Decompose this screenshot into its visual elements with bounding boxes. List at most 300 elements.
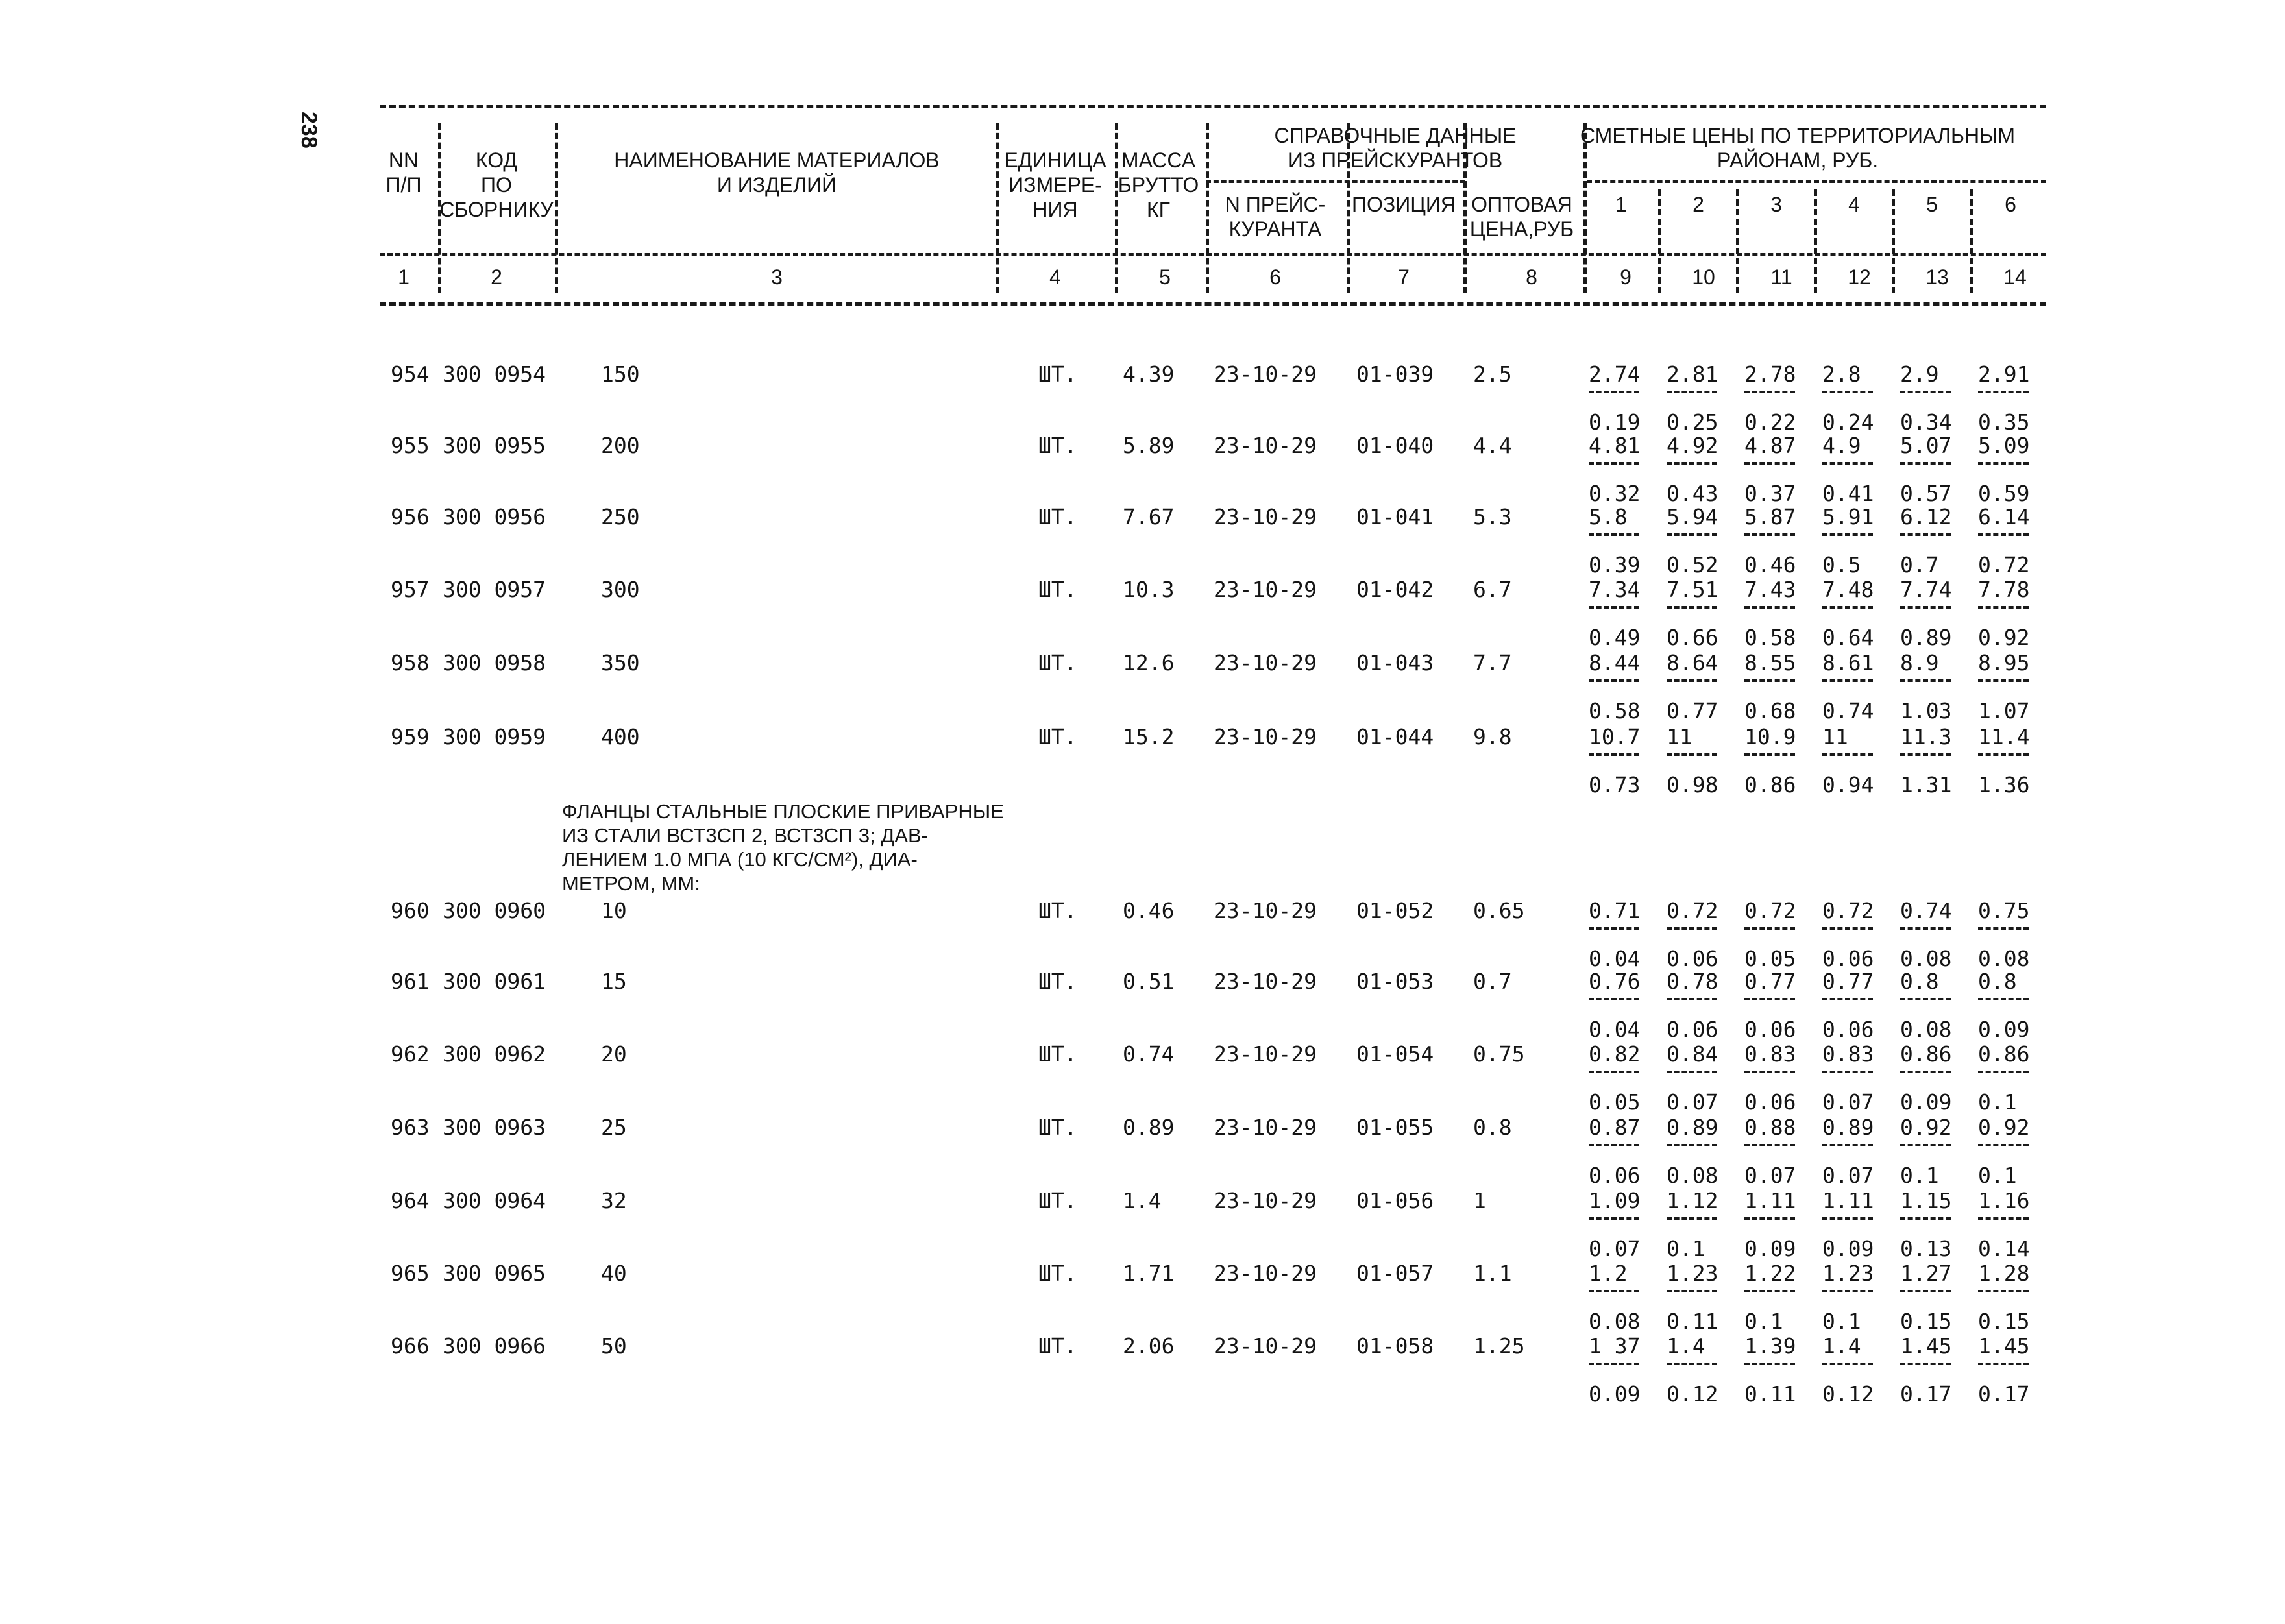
header-col-separator <box>1206 123 1209 293</box>
row-position: 01-039 <box>1356 361 1434 387</box>
row-price-divider <box>1744 1144 1795 1146</box>
row-price-divider <box>1667 391 1717 393</box>
page-number: 238 <box>297 112 321 149</box>
row-price-region-3: 5.87 <box>1744 504 1796 529</box>
row-mass: 5.89 <box>1123 433 1175 458</box>
row-price-region-5: 0.92 <box>1900 1115 1952 1140</box>
row-price-divider <box>1744 533 1795 536</box>
row-extra-region-1: 0.04 <box>1589 1017 1641 1042</box>
row-price-divider <box>1822 753 1873 756</box>
row-price-divider <box>1822 1144 1873 1146</box>
row-price-divider <box>1744 1290 1795 1292</box>
row-extra-region-3: 0.86 <box>1744 772 1796 797</box>
row-price-divider <box>1667 1071 1717 1073</box>
row-price-region-3: 1.22 <box>1744 1261 1796 1286</box>
row-mass: 0.89 <box>1123 1115 1175 1140</box>
row-mass: 15.2 <box>1123 724 1175 749</box>
header-col-number: 13 <box>1925 265 1949 289</box>
header-numbers-rule <box>380 253 2046 256</box>
row-extra-region-3: 0.58 <box>1744 625 1796 650</box>
row-extra-region-4: 0.5 <box>1822 552 1861 577</box>
row-extra-region-4: 0.74 <box>1822 698 1874 723</box>
row-unit: ШТ. <box>1038 650 1077 675</box>
row-position: 01-058 <box>1356 1333 1434 1359</box>
row-extra-region-4: 0.1 <box>1822 1309 1861 1334</box>
row-price-divider <box>1900 927 1951 930</box>
row-nn: 955 <box>391 433 430 458</box>
row-wholesale: 5.3 <box>1473 504 1512 529</box>
row-code: 300 0961 <box>443 969 546 994</box>
row-price-region-3: 0.88 <box>1744 1115 1796 1140</box>
row-unit: ШТ. <box>1038 1115 1077 1140</box>
row-price-divider <box>1900 753 1951 756</box>
row-extra-region-4: 0.24 <box>1822 409 1874 435</box>
row-price-region-6: 1.28 <box>1978 1261 2030 1286</box>
row-name: 50 <box>601 1333 627 1359</box>
row-extra-region-2: 0.06 <box>1667 1017 1718 1042</box>
row-price-divider <box>1667 533 1717 536</box>
row-price-region-5: 1.15 <box>1900 1188 1952 1213</box>
row-price-divider <box>1744 679 1795 682</box>
row-price-divider <box>1744 462 1795 465</box>
row-unit: ШТ. <box>1038 898 1077 923</box>
row-name: 400 <box>601 724 640 749</box>
row-extra-region-2: 0.08 <box>1667 1163 1718 1188</box>
row-price-divider <box>1822 927 1873 930</box>
row-extra-region-3: 0.06 <box>1744 1089 1796 1115</box>
row-price-divider <box>1667 998 1717 1000</box>
row-price-divider <box>1978 1217 2029 1220</box>
header-region-2: 2 <box>1692 193 1704 216</box>
header-col-number: 1 <box>398 265 409 289</box>
row-price-divider <box>1589 1217 1639 1220</box>
row-price-divider <box>1589 679 1639 682</box>
header-code: КОД ПО СБОРНИКУ <box>439 149 554 221</box>
row-price-region-3: 1.39 <box>1744 1333 1796 1359</box>
row-extra-region-2: 0.52 <box>1667 552 1718 577</box>
row-price-region-5: 6.12 <box>1900 504 1952 529</box>
row-extra-region-1: 0.08 <box>1589 1309 1641 1334</box>
row-code: 300 0964 <box>443 1188 546 1213</box>
row-price-divider <box>1744 998 1795 1000</box>
row-mass: 0.46 <box>1123 898 1175 923</box>
row-extra-region-3: 0.68 <box>1744 698 1796 723</box>
row-extra-region-4: 0.12 <box>1822 1381 1874 1407</box>
row-price-region-1: 1.2 <box>1589 1261 1628 1286</box>
row-extra-region-4: 0.41 <box>1822 481 1874 506</box>
row-extra-region-2: 0.77 <box>1667 698 1718 723</box>
row-extra-region-6: 0.1 <box>1978 1163 2017 1188</box>
row-extra-region-2: 0.11 <box>1667 1309 1718 1334</box>
row-price-divider <box>1822 606 1873 609</box>
row-price-divider <box>1667 1290 1717 1292</box>
row-price-region-5: 1.27 <box>1900 1261 1952 1286</box>
row-price-region-4: 0.72 <box>1822 898 1874 923</box>
row-price-region-3: 8.55 <box>1744 650 1796 675</box>
row-price-divider <box>1667 753 1717 756</box>
row-price-region-4: 0.89 <box>1822 1115 1874 1140</box>
row-price-divider <box>1822 998 1873 1000</box>
header-nn: NN П/П <box>385 149 422 197</box>
row-price-divider <box>1978 927 2029 930</box>
row-nn: 957 <box>391 577 430 602</box>
row-price-divider <box>1667 679 1717 682</box>
row-mass: 4.39 <box>1123 361 1175 387</box>
row-price-region-3: 1.11 <box>1744 1188 1796 1213</box>
row-price-region-1: 1.09 <box>1589 1188 1641 1213</box>
row-name: 20 <box>601 1041 627 1067</box>
row-pricelist: 23-10-29 <box>1214 724 1317 749</box>
row-price-divider <box>1589 1290 1639 1292</box>
row-price-divider <box>1900 606 1951 609</box>
row-wholesale: 1.1 <box>1473 1261 1512 1286</box>
row-price-region-5: 11.3 <box>1900 724 1952 749</box>
row-price-divider <box>1978 753 2029 756</box>
row-extra-region-4: 0.06 <box>1822 946 1874 971</box>
row-wholesale: 0.65 <box>1473 898 1525 923</box>
row-price-region-3: 7.43 <box>1744 577 1796 602</box>
row-nn: 959 <box>391 724 430 749</box>
row-name: 300 <box>601 577 640 602</box>
row-price-divider <box>1744 1071 1795 1073</box>
group-title: ФЛАНЦЫ СТАЛЬНЫЕ ПЛОСКИЕ ПРИВАРНЫЕ ИЗ СТАЛИ ВСТ3СП 2, ВСТ3СП 3; ДАВ- ЛЕНИЕМ 1.0 МПА (10 КГС/СМ²), ДИА- МЕТРОМ, ММ: <box>562 800 1004 895</box>
row-price-region-2: 7.51 <box>1667 577 1718 602</box>
row-extra-region-1: 0.49 <box>1589 625 1641 650</box>
row-price-region-6: 0.92 <box>1978 1115 2030 1140</box>
row-extra-region-4: 0.07 <box>1822 1089 1874 1115</box>
row-wholesale: 6.7 <box>1473 577 1512 602</box>
row-price-divider <box>1589 998 1639 1000</box>
header-ref-underline <box>1206 180 1465 183</box>
row-pricelist: 23-10-29 <box>1214 433 1317 458</box>
header-col-number: 2 <box>491 265 502 289</box>
row-price-divider <box>1900 1217 1951 1220</box>
row-unit: ШТ. <box>1038 433 1077 458</box>
row-price-divider <box>1667 462 1717 465</box>
row-price-region-5: 7.74 <box>1900 577 1952 602</box>
row-price-region-2: 5.94 <box>1667 504 1718 529</box>
row-price-divider <box>1822 1290 1873 1292</box>
header-col-number: 3 <box>771 265 783 289</box>
row-price-divider <box>1978 606 2029 609</box>
row-position: 01-041 <box>1356 504 1434 529</box>
row-price-region-2: 4.92 <box>1667 433 1718 458</box>
row-wholesale: 1.25 <box>1473 1333 1525 1359</box>
row-nn: 964 <box>391 1188 430 1213</box>
row-price-region-3: 10.9 <box>1744 724 1796 749</box>
row-nn: 954 <box>391 361 430 387</box>
row-price-region-2: 2.81 <box>1667 361 1718 387</box>
header-col-separator <box>555 123 558 293</box>
row-extra-region-6: 0.15 <box>1978 1309 2030 1334</box>
row-price-region-3: 2.78 <box>1744 361 1796 387</box>
row-unit: ШТ. <box>1038 1261 1077 1286</box>
row-extra-region-2: 0.06 <box>1667 946 1718 971</box>
row-code: 300 0954 <box>443 361 546 387</box>
row-price-divider <box>1822 1071 1873 1073</box>
row-position: 01-042 <box>1356 577 1434 602</box>
row-price-region-6: 6.14 <box>1978 504 2030 529</box>
row-pricelist: 23-10-29 <box>1214 1188 1317 1213</box>
header-col-number: 10 <box>1692 265 1715 289</box>
row-pricelist: 23-10-29 <box>1214 650 1317 675</box>
row-price-region-6: 5.09 <box>1978 433 2030 458</box>
row-price-region-3: 0.72 <box>1744 898 1796 923</box>
row-extra-region-5: 0.34 <box>1900 409 1952 435</box>
row-price-region-6: 7.78 <box>1978 577 2030 602</box>
row-price-divider <box>1667 606 1717 609</box>
row-wholesale: 0.75 <box>1473 1041 1525 1067</box>
row-extra-region-1: 0.07 <box>1589 1236 1641 1261</box>
row-extra-region-2: 0.66 <box>1667 625 1718 650</box>
header-ref-position: ПОЗИЦИЯ <box>1352 193 1456 216</box>
row-extra-region-3: 0.06 <box>1744 1017 1796 1042</box>
row-price-divider <box>1589 391 1639 393</box>
row-extra-region-6: 0.35 <box>1978 409 2030 435</box>
row-extra-region-6: 0.72 <box>1978 552 2030 577</box>
row-price-divider <box>1667 927 1717 930</box>
header-col-number: 4 <box>1049 265 1061 289</box>
header-region-1: 1 <box>1615 193 1627 216</box>
row-price-divider <box>1589 462 1639 465</box>
row-code: 300 0957 <box>443 577 546 602</box>
header-col-number: 14 <box>2003 265 2027 289</box>
row-extra-region-1: 0.32 <box>1589 481 1641 506</box>
row-price-divider <box>1744 1363 1795 1365</box>
row-position: 01-044 <box>1356 724 1434 749</box>
row-price-region-2: 0.84 <box>1667 1041 1718 1067</box>
row-price-region-5: 0.8 <box>1900 969 1939 994</box>
row-price-divider <box>1667 1363 1717 1365</box>
row-code: 300 0965 <box>443 1261 546 1286</box>
row-price-region-3: 0.77 <box>1744 969 1796 994</box>
row-price-region-1: 8.44 <box>1589 650 1641 675</box>
row-extra-region-4: 0.94 <box>1822 772 1874 797</box>
row-extra-region-2: 0.12 <box>1667 1381 1718 1407</box>
row-unit: ШТ. <box>1038 724 1077 749</box>
row-price-region-4: 7.48 <box>1822 577 1874 602</box>
row-price-region-5: 0.86 <box>1900 1041 1952 1067</box>
row-pricelist: 23-10-29 <box>1214 1115 1317 1140</box>
row-price-divider <box>1900 1363 1951 1365</box>
row-name: 10 <box>601 898 627 923</box>
row-wholesale: 0.7 <box>1473 969 1512 994</box>
row-price-divider <box>1744 391 1795 393</box>
row-price-region-2: 11 <box>1667 724 1692 749</box>
row-extra-region-2: 0.1 <box>1667 1236 1705 1261</box>
row-unit: ШТ. <box>1038 969 1077 994</box>
row-price-region-6: 0.8 <box>1978 969 2017 994</box>
row-pricelist: 23-10-29 <box>1214 504 1317 529</box>
row-position: 01-052 <box>1356 898 1434 923</box>
row-price-divider <box>1589 1144 1639 1146</box>
row-nn: 963 <box>391 1115 430 1140</box>
row-price-divider <box>1978 533 2029 536</box>
header-mass: МАССА БРУТТО КГ <box>1118 149 1199 221</box>
row-extra-region-4: 0.64 <box>1822 625 1874 650</box>
row-unit: ШТ. <box>1038 361 1077 387</box>
row-extra-region-5: 0.17 <box>1900 1381 1952 1407</box>
row-code: 300 0966 <box>443 1333 546 1359</box>
row-price-region-6: 2.91 <box>1978 361 2030 387</box>
row-extra-region-3: 0.07 <box>1744 1163 1796 1188</box>
row-extra-region-1: 0.06 <box>1589 1163 1641 1188</box>
row-price-divider <box>1900 1290 1951 1292</box>
row-mass: 12.6 <box>1123 650 1175 675</box>
row-position: 01-056 <box>1356 1188 1434 1213</box>
header-region-separator <box>1892 189 1895 293</box>
row-name: 15 <box>601 969 627 994</box>
row-price-divider <box>1822 391 1873 393</box>
row-extra-region-2: 0.98 <box>1667 772 1718 797</box>
row-nn: 961 <box>391 969 430 994</box>
row-price-divider <box>1822 533 1873 536</box>
row-extra-region-2: 0.43 <box>1667 481 1718 506</box>
row-position: 01-043 <box>1356 650 1434 675</box>
row-wholesale: 4.4 <box>1473 433 1512 458</box>
row-price-region-3: 0.83 <box>1744 1041 1796 1067</box>
row-price-divider <box>1900 391 1951 393</box>
row-extra-region-5: 0.09 <box>1900 1089 1952 1115</box>
row-mass: 1.71 <box>1123 1261 1175 1286</box>
header-col-number: 12 <box>1848 265 1871 289</box>
row-price-divider <box>1900 533 1951 536</box>
header-name: НАИМЕНОВАНИЕ МАТЕРИАЛОВ И ИЗДЕЛИЙ <box>614 149 940 197</box>
row-code: 300 0962 <box>443 1041 546 1067</box>
row-extra-region-4: 0.06 <box>1822 1017 1874 1042</box>
row-code: 300 0955 <box>443 433 546 458</box>
row-price-divider <box>1744 753 1795 756</box>
row-extra-region-3: 0.1 <box>1744 1309 1783 1334</box>
header-col-number: 11 <box>1770 265 1792 289</box>
row-unit: ШТ. <box>1038 1041 1077 1067</box>
row-extra-region-1: 0.04 <box>1589 946 1641 971</box>
row-price-divider <box>1900 679 1951 682</box>
row-price-divider <box>1978 1071 2029 1073</box>
row-name: 350 <box>601 650 640 675</box>
row-price-region-1: 4.81 <box>1589 433 1641 458</box>
header-ref-pricelist: N ПРЕЙС- КУРАНТА <box>1225 193 1326 241</box>
row-price-region-6: 1.16 <box>1978 1188 2030 1213</box>
header-col-number: 7 <box>1398 265 1410 289</box>
header-bottom-rule <box>380 302 2046 306</box>
row-extra-region-4: 0.09 <box>1822 1236 1874 1261</box>
row-price-divider <box>1589 927 1639 930</box>
row-extra-region-6: 0.92 <box>1978 625 2030 650</box>
row-price-divider <box>1589 533 1639 536</box>
row-extra-region-6: 0.17 <box>1978 1381 2030 1407</box>
row-code: 300 0956 <box>443 504 546 529</box>
row-price-region-1: 10.7 <box>1589 724 1641 749</box>
row-price-divider <box>1978 998 2029 1000</box>
row-extra-region-3: 0.09 <box>1744 1236 1796 1261</box>
row-price-divider <box>1900 1071 1951 1073</box>
header-region-separator <box>1736 189 1739 293</box>
header-region-separator <box>1814 189 1817 293</box>
row-wholesale: 1 <box>1473 1188 1486 1213</box>
row-price-region-2: 0.72 <box>1667 898 1718 923</box>
row-extra-region-3: 0.22 <box>1744 409 1796 435</box>
row-price-divider <box>1744 927 1795 930</box>
header-region-4: 4 <box>1848 193 1860 216</box>
row-pricelist: 23-10-29 <box>1214 969 1317 994</box>
row-code: 300 0959 <box>443 724 546 749</box>
row-price-region-1: 0.82 <box>1589 1041 1641 1067</box>
row-pricelist: 23-10-29 <box>1214 1041 1317 1067</box>
header-regions-group: СМЕТНЫЕ ЦЕНЫ ПО ТЕРРИТОРИАЛЬНЫМ РАЙОНАМ, РУБ. <box>1580 124 2016 172</box>
row-price-region-2: 1.12 <box>1667 1188 1718 1213</box>
row-nn: 956 <box>391 504 430 529</box>
row-nn: 962 <box>391 1041 430 1067</box>
row-price-region-6: 11.4 <box>1978 724 2030 749</box>
row-position: 01-053 <box>1356 969 1434 994</box>
row-extra-region-1: 0.58 <box>1589 698 1641 723</box>
header-col-number: 5 <box>1159 265 1171 289</box>
row-extra-region-3: 0.37 <box>1744 481 1796 506</box>
row-price-divider <box>1822 679 1873 682</box>
row-price-divider <box>1822 1217 1873 1220</box>
row-price-divider <box>1978 1363 2029 1365</box>
row-price-divider <box>1589 753 1639 756</box>
row-extra-region-5: 0.08 <box>1900 1017 1952 1042</box>
row-price-divider <box>1900 462 1951 465</box>
row-extra-region-5: 0.08 <box>1900 946 1952 971</box>
row-mass: 0.74 <box>1123 1041 1175 1067</box>
row-price-region-6: 1.45 <box>1978 1333 2030 1359</box>
row-extra-region-2: 0.25 <box>1667 409 1718 435</box>
row-price-divider <box>1978 391 2029 393</box>
row-extra-region-1: 0.39 <box>1589 552 1641 577</box>
header-ref-group: СПРАВОЧНЫЕ ДАННЫЕ ИЗ ПРЕЙСКУРАНТОВ <box>1274 124 1517 172</box>
row-price-divider <box>1744 1217 1795 1220</box>
row-code: 300 0963 <box>443 1115 546 1140</box>
row-mass: 10.3 <box>1123 577 1175 602</box>
row-mass: 7.67 <box>1123 504 1175 529</box>
row-price-region-1: 0.76 <box>1589 969 1641 994</box>
row-price-region-1: 0.71 <box>1589 898 1641 923</box>
row-price-divider <box>1667 1217 1717 1220</box>
row-extra-region-5: 0.13 <box>1900 1236 1952 1261</box>
row-extra-region-5: 1.31 <box>1900 772 1952 797</box>
row-extra-region-6: 0.09 <box>1978 1017 2030 1042</box>
row-nn: 966 <box>391 1333 430 1359</box>
row-code: 300 0960 <box>443 898 546 923</box>
row-unit: ШТ. <box>1038 504 1077 529</box>
row-extra-region-5: 0.57 <box>1900 481 1952 506</box>
row-extra-region-4: 0.07 <box>1822 1163 1874 1188</box>
row-mass: 0.51 <box>1123 969 1175 994</box>
header-region-separator <box>1658 189 1661 293</box>
header-unit: ЕДИНИЦА ИЗМЕРЕ- НИЯ <box>1004 149 1106 221</box>
row-extra-region-6: 0.08 <box>1978 946 2030 971</box>
header-region-3: 3 <box>1770 193 1782 216</box>
row-price-region-1: 7.34 <box>1589 577 1641 602</box>
row-price-region-5: 5.07 <box>1900 433 1952 458</box>
row-name: 250 <box>601 504 640 529</box>
row-extra-region-5: 0.89 <box>1900 625 1952 650</box>
row-mass: 2.06 <box>1123 1333 1175 1359</box>
row-price-region-4: 4.9 <box>1822 433 1861 458</box>
row-extra-region-1: 0.19 <box>1589 409 1641 435</box>
row-price-region-2: 8.64 <box>1667 650 1718 675</box>
row-price-region-4: 8.61 <box>1822 650 1874 675</box>
row-mass: 1.4 <box>1123 1188 1162 1213</box>
row-price-region-5: 8.9 <box>1900 650 1939 675</box>
row-price-region-4: 0.77 <box>1822 969 1874 994</box>
row-pricelist: 23-10-29 <box>1214 1333 1317 1359</box>
row-price-region-1: 2.74 <box>1589 361 1641 387</box>
row-wholesale: 9.8 <box>1473 724 1512 749</box>
